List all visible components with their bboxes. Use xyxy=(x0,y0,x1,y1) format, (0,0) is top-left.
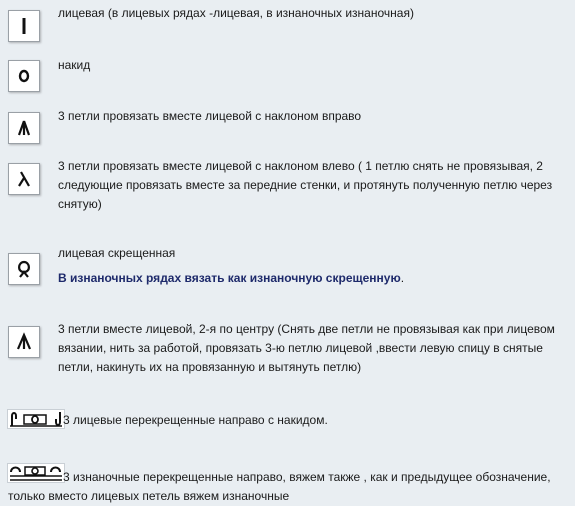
k3tog-left-icon xyxy=(8,163,40,195)
legend-text-purl-cable-cont xyxy=(8,487,289,506)
legend-text-knit xyxy=(58,4,414,23)
legend-line: 3 петли провязать вместе лицевой с наклоном вправо xyxy=(58,109,362,123)
legend-text-k3tog-right xyxy=(58,107,361,126)
legend-line: 3 петли вместе лицевой, 2-я по центру (Снять две петли не провязывая как при лицевом xyxy=(58,322,555,336)
centered-double-decrease-icon xyxy=(8,326,40,358)
legend-text-purl-cable xyxy=(63,468,551,487)
knit-stitch-icon xyxy=(8,10,40,42)
purl-row-note-text: В изнаночных рядах вязать как изнаночную скрещенную xyxy=(58,271,401,285)
legend-text-centered-decrease xyxy=(58,320,555,377)
purl-row-note xyxy=(58,269,404,287)
purl-cable-3-right-icon xyxy=(7,463,65,483)
legend-line: петли, накинуть их на провязанную и вытянуть петлю) xyxy=(58,360,362,374)
legend-line: лицевая (в лицевых рядах -лицевая, в изнаночных изнаночная) xyxy=(58,6,414,20)
legend-line: только вместо лицевых петель вяжем изнаночные xyxy=(8,489,290,503)
legend-line: следующие провязать вместе за передние стенки, и протянуть полученную петлю через xyxy=(58,178,553,192)
k3tog-right-icon xyxy=(8,112,40,144)
cable-3-right-yo-icon xyxy=(7,409,65,429)
legend-line: 3 изнаночные перекрещенные направо, вяжем также , как и предыдущее обозначение, xyxy=(63,470,551,484)
yarn-over-icon xyxy=(8,60,40,92)
legend-text-cable-yo xyxy=(63,411,328,430)
purl-row-note-period: . xyxy=(400,271,405,285)
legend-text-k3tog-left xyxy=(58,157,552,214)
legend-line: накид xyxy=(58,58,91,72)
legend-line: 3 петли провязать вместе лицевой с наклоном влево ( 1 петлю снять не провязывая, 2 xyxy=(58,159,543,173)
legend-text-yarn-over xyxy=(58,56,90,75)
twisted-knit-icon xyxy=(8,253,40,285)
legend-line: вязании, нить за работой, провязать 3-ю петлю лицевой ,ввести левую спицу в снятые xyxy=(58,341,543,355)
legend-line: снятую) xyxy=(58,197,102,211)
legend-text-twisted-knit xyxy=(58,244,175,263)
legend-line: лицевая скрещенная xyxy=(58,246,176,260)
legend-line: 3 лицевые перекрещенные направо с накидом. xyxy=(63,413,328,427)
